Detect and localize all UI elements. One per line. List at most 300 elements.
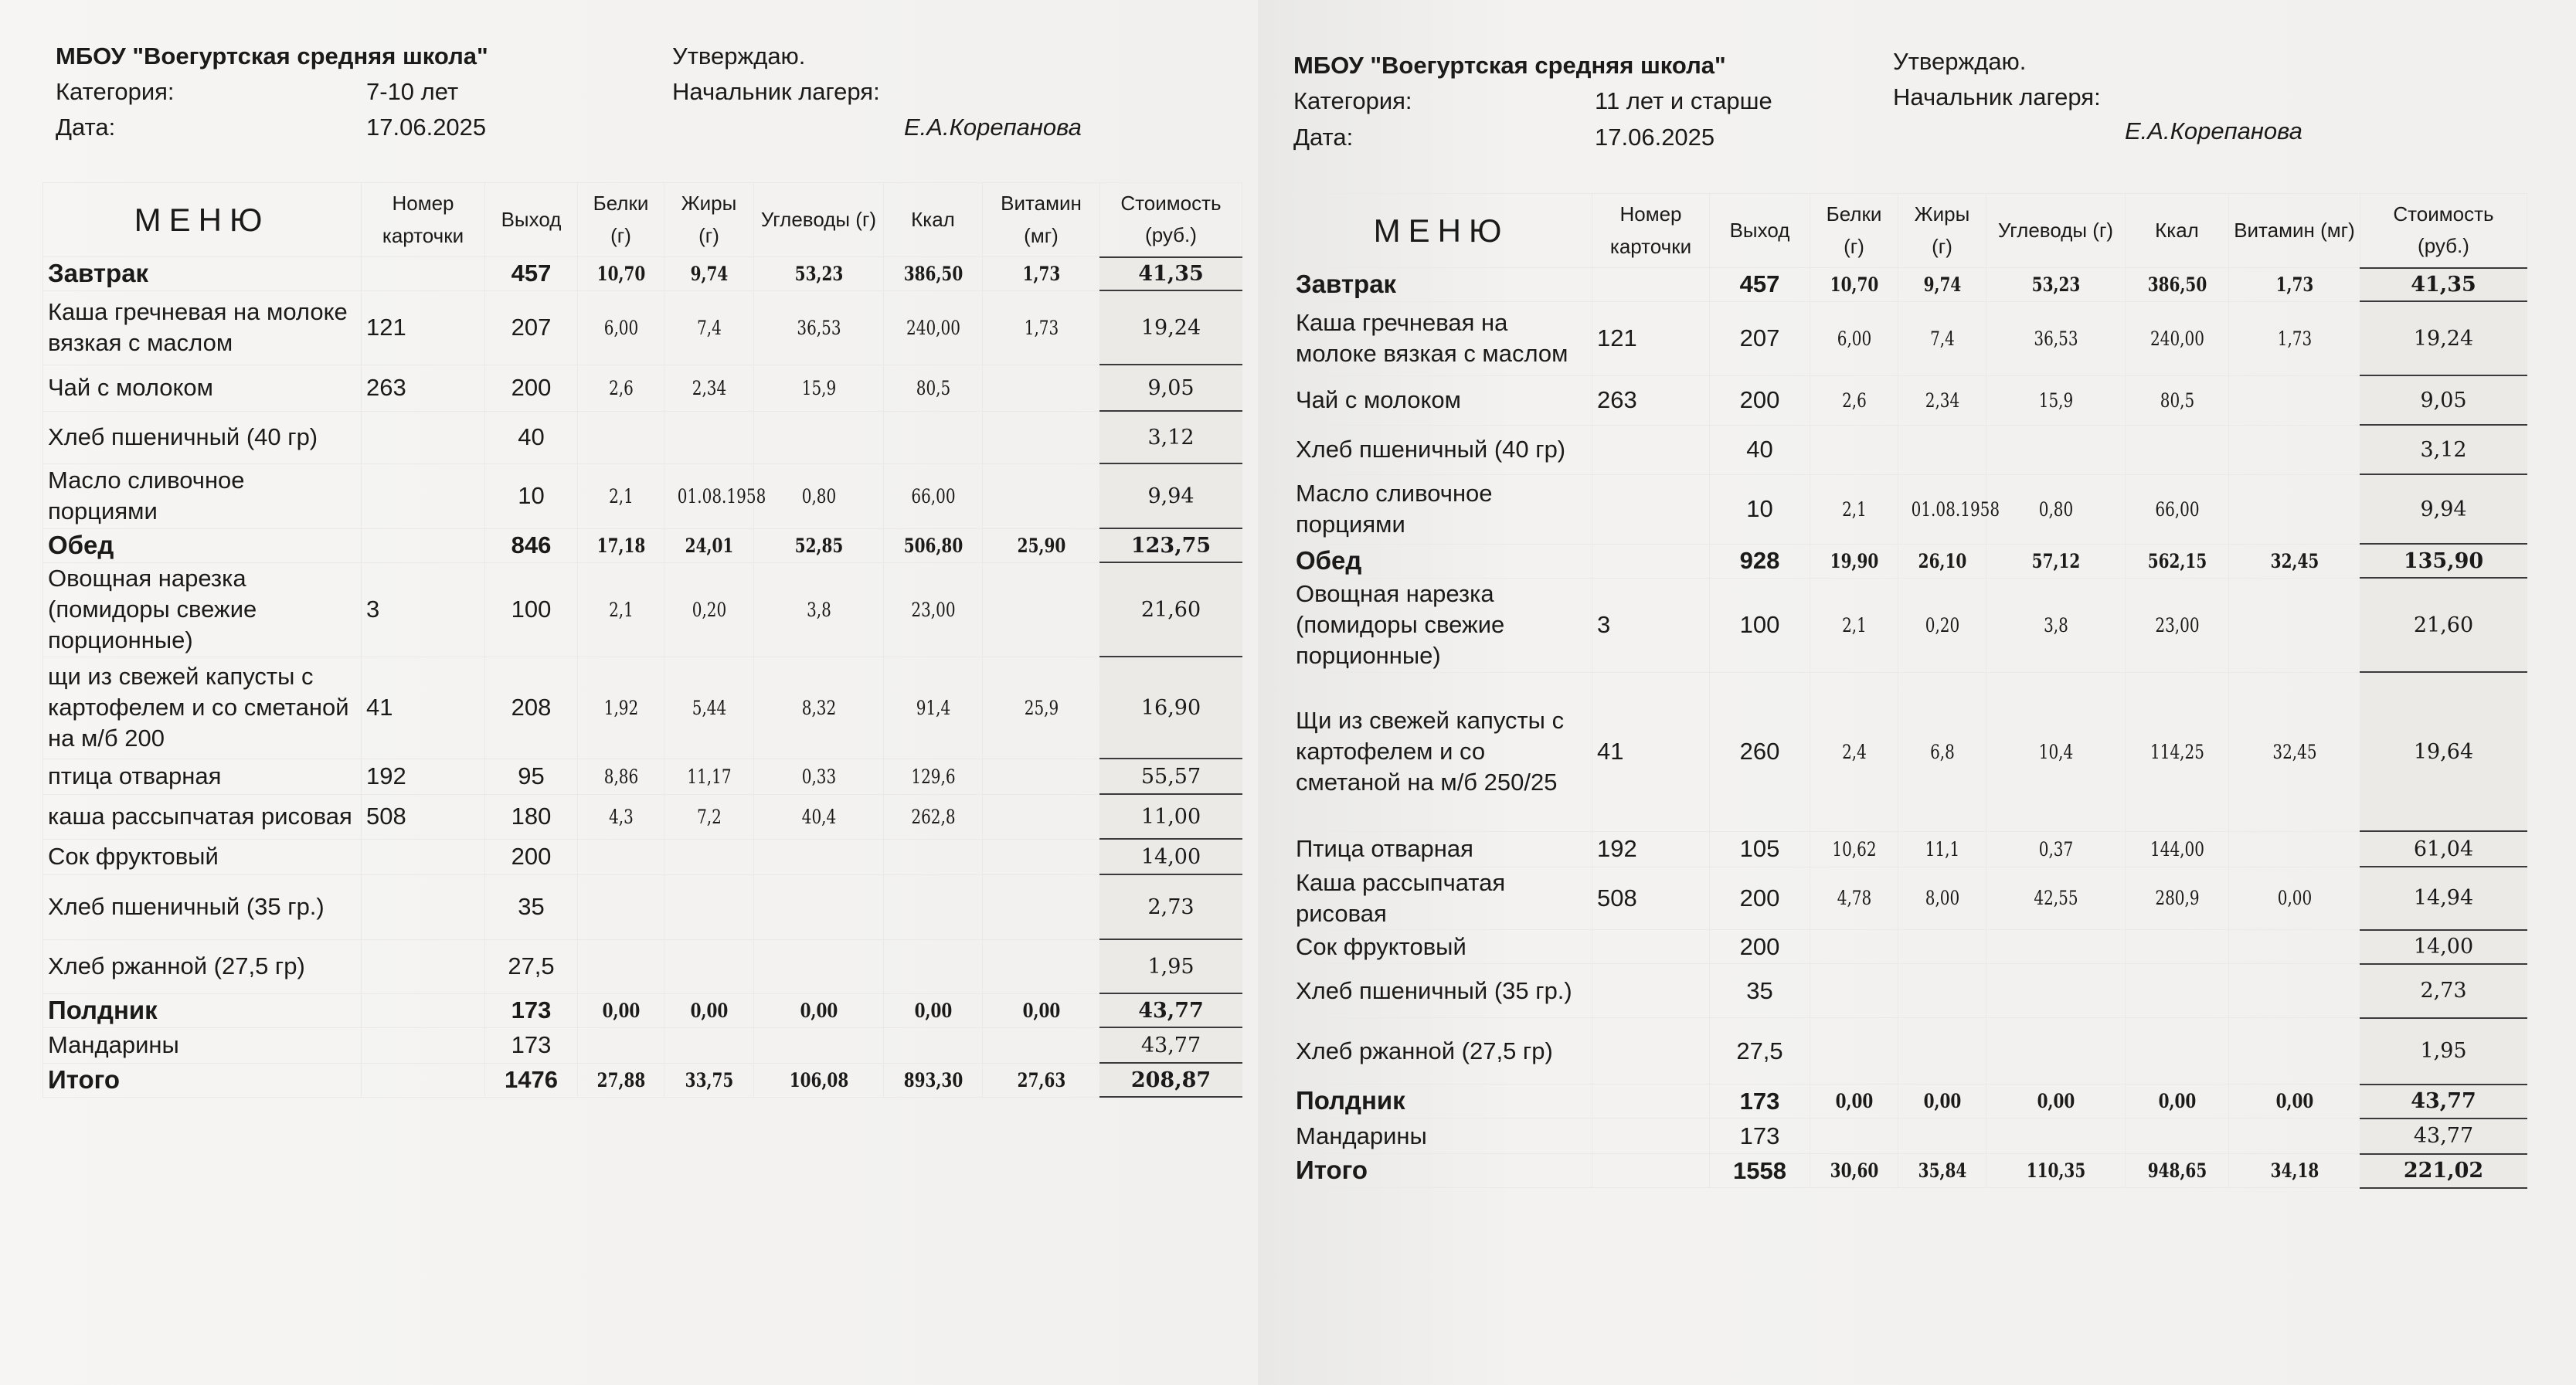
yield-cell: 180 — [485, 794, 578, 839]
section-row — [1291, 1085, 2527, 1119]
cost-cell: 16,90 — [1100, 657, 1242, 759]
category-value: 11 лет и старше — [1595, 87, 1772, 114]
card-number-cell — [1592, 268, 1710, 302]
protein-cell: 10,70 — [586, 257, 656, 291]
cost-cell: 55,57 — [1100, 759, 1242, 794]
card-number-cell — [362, 839, 485, 874]
vitamin-cell — [2242, 831, 2347, 867]
yield-cell: 200 — [1710, 930, 1810, 964]
table-header-row — [1291, 194, 2527, 268]
fat-cell — [673, 839, 745, 874]
cost-cell: 14,00 — [1100, 839, 1242, 874]
header-carbs: Углеводы (г) — [754, 183, 884, 257]
carbs-cell: 40,4 — [766, 794, 870, 839]
yield-cell: 10 — [485, 463, 578, 528]
table-row — [1291, 930, 2527, 964]
header-cost: Стоимость (руб.) — [1100, 183, 1242, 257]
yield-cell: 40 — [1710, 425, 1810, 474]
yield-cell: 200 — [1710, 375, 1810, 425]
carbs-cell — [2000, 1018, 2112, 1085]
yield-cell: 173 — [1710, 1119, 1810, 1154]
kcal-cell — [893, 411, 972, 463]
fat-cell: 7,4 — [673, 290, 745, 365]
carbs-cell: 10,4 — [2000, 672, 2112, 831]
header-vitamin: Витамин (мг) — [983, 183, 1100, 257]
table-row — [1291, 867, 2527, 930]
kcal-cell: 129,6 — [893, 759, 972, 794]
carbs-cell — [2000, 1119, 2112, 1154]
dish-name-cell: Птица отварная — [1291, 831, 1592, 867]
yield-cell: 173 — [485, 1027, 578, 1063]
fat-cell — [673, 874, 745, 939]
kcal-cell — [2136, 964, 2218, 1018]
fat-cell — [673, 939, 745, 993]
kcal-cell: 80,5 — [2136, 375, 2218, 425]
dish-name-cell: Завтрак — [1291, 268, 1592, 302]
cost-cell: 1,95 — [1100, 939, 1242, 993]
fat-cell: 24,01 — [673, 528, 745, 562]
header-menu: МЕНЮ — [43, 183, 362, 257]
card-number-cell: 41 — [362, 657, 485, 759]
protein-cell: 4,3 — [586, 794, 656, 839]
kcal-cell: 80,5 — [893, 365, 972, 411]
yield-cell: 200 — [1710, 867, 1810, 930]
card-number-cell — [1592, 425, 1710, 474]
kcal-cell: 240,00 — [2136, 301, 2218, 375]
protein-cell — [586, 1027, 656, 1063]
card-number-cell — [362, 993, 485, 1027]
table-row — [43, 939, 1242, 993]
protein-cell: 2,4 — [1819, 672, 1889, 831]
kcal-cell: 386,50 — [2136, 268, 2218, 302]
cost-cell: 19,24 — [2360, 301, 2527, 375]
section-row — [43, 528, 1242, 562]
cost-cell: 41,35 — [1100, 257, 1242, 291]
cost-cell: 9,94 — [2360, 474, 2527, 544]
table-row — [43, 874, 1242, 939]
kcal-cell: 386,50 — [893, 257, 972, 291]
protein-cell: 4,78 — [1819, 867, 1889, 930]
card-number-cell: 508 — [362, 794, 485, 839]
cost-cell: 43,77 — [1100, 1027, 1242, 1063]
dish-name-cell: Чай с молоком — [43, 365, 362, 411]
header-card-number: Номер карточки — [362, 183, 485, 257]
fat-cell — [1907, 964, 1977, 1018]
protein-cell: 2,1 — [1819, 578, 1889, 672]
table-row — [1291, 425, 2527, 474]
table-row — [43, 562, 1242, 657]
vitamin-cell: 0,00 — [2242, 867, 2347, 930]
dish-name-cell: Хлеб ржанной (27,5 гр) — [1291, 1018, 1592, 1085]
protein-cell — [1819, 964, 1889, 1018]
header-protein: Белки (г) — [1810, 194, 1898, 268]
fat-cell: 9,74 — [1907, 268, 1977, 302]
carbs-cell — [2000, 964, 2112, 1018]
date-value: 17.06.2025 — [366, 114, 487, 141]
vitamin-cell — [2242, 1018, 2347, 1085]
protein-cell: 19,90 — [1819, 544, 1889, 578]
vitamin-cell: 1,73 — [2242, 301, 2347, 375]
category-value: 7-10 лет — [366, 78, 459, 105]
section-row — [1291, 544, 2527, 578]
protein-cell: 6,00 — [586, 290, 656, 365]
date-value: 17.06.2025 — [1595, 124, 1715, 151]
protein-cell: 10,62 — [1819, 831, 1889, 867]
cost-cell: 221,02 — [2360, 1154, 2527, 1188]
date-label: Дата: — [56, 114, 116, 141]
yield-cell: 173 — [485, 993, 578, 1027]
yield-cell: 207 — [485, 290, 578, 365]
carbs-cell: 36,53 — [766, 290, 870, 365]
fat-cell: 8,00 — [1907, 867, 1977, 930]
protein-cell: 6,00 — [1819, 301, 1889, 375]
header-fat: Жиры (г) — [1898, 194, 1986, 268]
header-card-number: Номер карточки — [1592, 194, 1710, 268]
carbs-cell: 0,00 — [2000, 1085, 2112, 1119]
fat-cell: 0,00 — [1907, 1085, 1977, 1119]
menu-table-body — [1291, 268, 2527, 1188]
table-row — [1291, 1018, 2527, 1085]
yield-cell: 27,5 — [1710, 1018, 1810, 1085]
fat-cell — [673, 1027, 745, 1063]
vitamin-cell — [2242, 1119, 2347, 1154]
fat-cell — [673, 411, 745, 463]
card-number-cell: 3 — [362, 562, 485, 657]
vitamin-cell — [994, 874, 1089, 939]
kcal-cell: 23,00 — [893, 562, 972, 657]
kcal-cell: 240,00 — [893, 290, 972, 365]
cost-cell: 3,12 — [2360, 425, 2527, 474]
card-number-cell — [362, 939, 485, 993]
school-name: МБОУ "Воегуртская средняя школа" — [56, 42, 488, 70]
camp-chief-label: Начальник лагеря: — [672, 78, 880, 105]
protein-cell — [586, 411, 656, 463]
protein-cell: 0,00 — [586, 993, 656, 1027]
carbs-cell: 0,00 — [766, 993, 870, 1027]
protein-cell: 1,92 — [586, 657, 656, 759]
vitamin-cell: 0,00 — [994, 993, 1089, 1027]
cost-cell: 2,73 — [1100, 874, 1242, 939]
card-number-cell — [1592, 1018, 1710, 1085]
section-row — [43, 257, 1242, 291]
fat-cell: 11,17 — [673, 759, 745, 794]
protein-cell — [586, 839, 656, 874]
vitamin-cell — [2242, 375, 2347, 425]
cost-cell: 43,77 — [2360, 1119, 2527, 1154]
table-row — [1291, 964, 2527, 1018]
dish-name-cell: Каша гречневая на молоке вязкая с маслом — [1291, 301, 1592, 375]
dish-name-cell: Масло сливочное порциями — [1291, 474, 1592, 544]
protein-cell: 2,6 — [586, 365, 656, 411]
fat-cell: 11,1 — [1907, 831, 1977, 867]
table-row — [1291, 672, 2527, 831]
kcal-cell: 280,9 — [2136, 867, 2218, 930]
card-number-cell — [362, 463, 485, 528]
card-number-cell: 121 — [362, 290, 485, 365]
vitamin-cell — [2242, 474, 2347, 544]
cost-cell: 21,60 — [2360, 578, 2527, 672]
cost-cell: 3,12 — [1100, 411, 1242, 463]
dish-name-cell: Хлеб пшеничный (35 гр.) — [1291, 964, 1592, 1018]
vitamin-cell — [994, 1027, 1089, 1063]
header-carbs: Углеводы (г) — [1986, 194, 2126, 268]
yield-cell: 100 — [1710, 578, 1810, 672]
protein-cell: 2,6 — [1819, 375, 1889, 425]
carbs-cell: 53,23 — [766, 257, 870, 291]
card-number-cell: 508 — [1592, 867, 1710, 930]
carbs-cell: 42,55 — [2000, 867, 2112, 930]
kcal-cell: 91,4 — [893, 657, 972, 759]
kcal-cell: 114,25 — [2136, 672, 2218, 831]
approve-text: Утверждаю. — [1893, 48, 2027, 75]
header-menu: МЕНЮ — [1291, 194, 1592, 268]
protein-cell: 2,1 — [1819, 474, 1889, 544]
card-number-cell: 263 — [362, 365, 485, 411]
menu-table — [42, 182, 1242, 1098]
dish-name-cell: Полдник — [43, 993, 362, 1027]
fat-cell — [1907, 425, 1977, 474]
kcal-cell: 0,00 — [893, 993, 972, 1027]
vitamin-cell: 27,63 — [994, 1063, 1089, 1097]
fat-cell: 01.08.1958 — [673, 463, 745, 528]
kcal-cell: 144,00 — [2136, 831, 2218, 867]
yield-cell: 1558 — [1710, 1154, 1810, 1188]
dish-name-cell: Хлеб пшеничный (40 гр) — [1291, 425, 1592, 474]
yield-cell: 105 — [1710, 831, 1810, 867]
section-row — [43, 1063, 1242, 1097]
card-number-cell — [1592, 474, 1710, 544]
carbs-cell — [766, 874, 870, 939]
kcal-cell: 893,30 — [893, 1063, 972, 1097]
table-row — [43, 839, 1242, 874]
dish-name-cell: Хлеб пшеничный (35 гр.) — [43, 874, 362, 939]
yield-cell: 173 — [1710, 1085, 1810, 1119]
kcal-cell — [2136, 1018, 2218, 1085]
category-label: Категория: — [1293, 87, 1412, 114]
card-number-cell — [362, 1063, 485, 1097]
card-number-cell: 3 — [1592, 578, 1710, 672]
vitamin-cell — [994, 839, 1089, 874]
section-row — [43, 993, 1242, 1027]
cost-cell: 123,75 — [1100, 528, 1242, 562]
dish-name-cell: Обед — [1291, 544, 1592, 578]
section-row — [1291, 1154, 2527, 1188]
protein-cell — [586, 939, 656, 993]
table-row — [1291, 375, 2527, 425]
card-number-cell: 192 — [362, 759, 485, 794]
fat-cell — [1907, 930, 1977, 964]
dish-name-cell: Мандарины — [43, 1027, 362, 1063]
protein-cell — [1819, 425, 1889, 474]
kcal-cell — [893, 939, 972, 993]
dish-name-cell: щи из свежей капусты с картофелем и со сметаной на м/б 200 — [43, 657, 362, 759]
dish-name-cell: Хлеб пшеничный (40 гр) — [43, 411, 362, 463]
camp-chief-label: Начальник лагеря: — [1893, 83, 2101, 110]
card-number-cell — [1592, 1154, 1710, 1188]
vitamin-cell — [2242, 964, 2347, 1018]
carbs-cell: 3,8 — [2000, 578, 2112, 672]
cost-cell: 19,64 — [2360, 672, 2527, 831]
carbs-cell: 57,12 — [2000, 544, 2112, 578]
vitamin-cell — [2242, 930, 2347, 964]
vitamin-cell: 34,18 — [2242, 1154, 2347, 1188]
kcal-cell: 66,00 — [2136, 474, 2218, 544]
cost-cell: 41,35 — [2360, 268, 2527, 302]
yield-cell: 10 — [1710, 474, 1810, 544]
cost-cell: 1,95 — [2360, 1018, 2527, 1085]
cost-cell: 61,04 — [2360, 831, 2527, 867]
carbs-cell: 53,23 — [2000, 268, 2112, 302]
fat-cell: 01.08.1958 — [1907, 474, 1977, 544]
protein-cell: 0,00 — [1819, 1085, 1889, 1119]
yield-cell: 200 — [485, 839, 578, 874]
card-number-cell — [1592, 1119, 1710, 1154]
vitamin-cell — [994, 562, 1089, 657]
dish-name-cell: Овощная нарезка (помидоры свежие порционные) — [43, 562, 362, 657]
yield-cell: 27,5 — [485, 939, 578, 993]
menu-table — [1290, 193, 2527, 1189]
protein-cell — [1819, 1119, 1889, 1154]
fat-cell: 0,00 — [673, 993, 745, 1027]
kcal-cell — [2136, 1119, 2218, 1154]
header-vitamin: Витамин (мг) — [2229, 194, 2360, 268]
dish-name-cell: Полдник — [1291, 1085, 1592, 1119]
table-row — [43, 657, 1242, 759]
kcal-cell — [893, 839, 972, 874]
vitamin-cell: 25,9 — [994, 657, 1089, 759]
protein-cell: 27,88 — [586, 1063, 656, 1097]
carbs-cell: 8,32 — [766, 657, 870, 759]
protein-cell: 17,18 — [586, 528, 656, 562]
carbs-cell: 0,37 — [2000, 831, 2112, 867]
card-number-cell: 41 — [1592, 672, 1710, 831]
fat-cell: 0,20 — [673, 562, 745, 657]
vitamin-cell — [2242, 425, 2347, 474]
table-row — [43, 794, 1242, 839]
yield-cell: 846 — [485, 528, 578, 562]
cost-cell: 11,00 — [1100, 794, 1242, 839]
kcal-cell — [2136, 425, 2218, 474]
kcal-cell: 23,00 — [2136, 578, 2218, 672]
card-number-cell — [1592, 930, 1710, 964]
yield-cell: 1476 — [485, 1063, 578, 1097]
cost-cell: 21,60 — [1100, 562, 1242, 657]
dish-name-cell: Итого — [43, 1063, 362, 1097]
table-row — [1291, 301, 2527, 375]
dish-name-cell: Итого — [1291, 1154, 1592, 1188]
vitamin-cell: 1,73 — [994, 290, 1089, 365]
school-name: МБОУ "Воегуртская средняя школа" — [1293, 52, 1726, 79]
cost-cell: 9,05 — [1100, 365, 1242, 411]
cost-cell: 9,05 — [2360, 375, 2527, 425]
signer-name: Е.А.Корепанова — [904, 114, 1082, 141]
fat-cell: 5,44 — [673, 657, 745, 759]
carbs-cell: 3,8 — [766, 562, 870, 657]
protein-cell: 8,86 — [586, 759, 656, 794]
cost-cell: 14,00 — [2360, 930, 2527, 964]
yield-cell: 260 — [1710, 672, 1810, 831]
yield-cell: 208 — [485, 657, 578, 759]
table-row — [1291, 474, 2527, 544]
header-protein: Белки (г) — [578, 183, 664, 257]
header-kcal: Ккал — [2126, 194, 2229, 268]
carbs-cell: 110,35 — [2000, 1154, 2112, 1188]
carbs-cell — [766, 839, 870, 874]
yield-cell: 928 — [1710, 544, 1810, 578]
carbs-cell — [2000, 930, 2112, 964]
yield-cell: 35 — [1710, 964, 1810, 1018]
fat-cell: 2,34 — [1907, 375, 1977, 425]
cost-cell: 2,73 — [2360, 964, 2527, 1018]
dish-name-cell: птица отварная — [43, 759, 362, 794]
dish-name-cell: Сок фруктовый — [1291, 930, 1592, 964]
table-row — [43, 759, 1242, 794]
kcal-cell: 262,8 — [893, 794, 972, 839]
table-row — [1291, 578, 2527, 672]
dish-name-cell: Сок фруктовый — [43, 839, 362, 874]
fat-cell: 33,75 — [673, 1063, 745, 1097]
header-fat: Жиры (г) — [664, 183, 754, 257]
card-number-cell: 263 — [1592, 375, 1710, 425]
menu-sheet-left — [0, 0, 1258, 1385]
card-number-cell — [1592, 544, 1710, 578]
category-label: Категория: — [56, 78, 175, 105]
card-number-cell — [362, 528, 485, 562]
header-kcal: Ккал — [884, 183, 983, 257]
table-row — [43, 411, 1242, 463]
cost-cell: 9,94 — [1100, 463, 1242, 528]
vitamin-cell: 0,00 — [2242, 1085, 2347, 1119]
yield-cell: 100 — [485, 562, 578, 657]
kcal-cell — [893, 874, 972, 939]
yield-cell: 200 — [485, 365, 578, 411]
cost-cell: 43,77 — [1100, 993, 1242, 1027]
vitamin-cell: 32,45 — [2242, 544, 2347, 578]
kcal-cell: 562,15 — [2136, 544, 2218, 578]
vitamin-cell: 25,90 — [994, 528, 1089, 562]
carbs-cell — [766, 1027, 870, 1063]
protein-cell: 30,60 — [1819, 1154, 1889, 1188]
cost-cell: 135,90 — [2360, 544, 2527, 578]
carbs-cell: 15,9 — [766, 365, 870, 411]
table-row — [1291, 1119, 2527, 1154]
fat-cell: 35,84 — [1907, 1154, 1977, 1188]
vitamin-cell: 1,73 — [994, 257, 1089, 291]
card-number-cell — [362, 411, 485, 463]
vitamin-cell — [994, 365, 1089, 411]
yield-cell: 40 — [485, 411, 578, 463]
vitamin-cell — [994, 939, 1089, 993]
carbs-cell — [2000, 425, 2112, 474]
protein-cell: 2,1 — [586, 562, 656, 657]
cost-cell: 43,77 — [2360, 1085, 2527, 1119]
dish-name-cell: каша рассыпчатая рисовая — [43, 794, 362, 839]
yield-cell: 457 — [1710, 268, 1810, 302]
fat-cell: 2,34 — [673, 365, 745, 411]
carbs-cell: 106,08 — [766, 1063, 870, 1097]
yield-cell: 457 — [485, 257, 578, 291]
carbs-cell: 36,53 — [2000, 301, 2112, 375]
vitamin-cell — [994, 759, 1089, 794]
fat-cell: 26,10 — [1907, 544, 1977, 578]
yield-cell: 35 — [485, 874, 578, 939]
protein-cell — [1819, 1018, 1889, 1085]
fat-cell — [1907, 1119, 1977, 1154]
carbs-cell — [766, 411, 870, 463]
dish-name-cell: Хлеб ржанной (27,5 гр) — [43, 939, 362, 993]
fat-cell — [1907, 1018, 1977, 1085]
protein-cell — [1819, 930, 1889, 964]
